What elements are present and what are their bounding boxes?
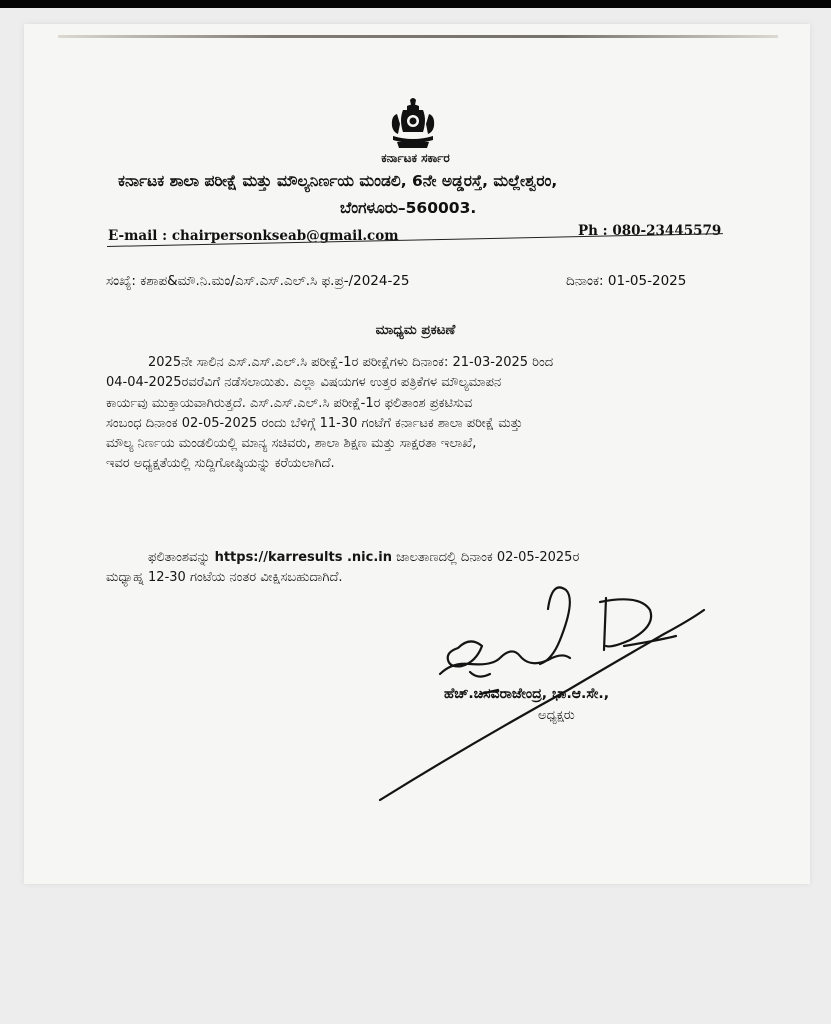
body-line: ಇವರ ಅಧ್ಯಕ್ಷತೆಯಲ್ಲಿ ಸುದ್ದಿಗೋಷ್ಠಿಯನ್ನು ಕರೆಯಲಾಗಿದೆ. bbox=[106, 456, 335, 472]
body-line: ಸಂಬಂಧ ದಿನಾಂಕ 02-05-2025 ರಂದು ಬೆಳಿಗ್ಗೆ 11-30 ಗಂಟೆಗೆ ಕರ್ನಾಟಕ ಶಾಲಾ ಪರೀಕ್ಷೆ ಮತ್ತು bbox=[106, 415, 523, 431]
results-prefix: ಫಲಿತಾಂಶವನ್ನು bbox=[148, 550, 215, 565]
government-title: ಕರ್ನಾಟಕ ಸರ್ಕಾರ bbox=[381, 151, 450, 165]
reference-date: ದಿನಾಂಕ: 01-05-2025 bbox=[566, 273, 687, 289]
state-emblem-icon bbox=[383, 96, 443, 152]
top-black-bar bbox=[0, 0, 831, 8]
reference-number: ಸಂಖ್ಯೆ: ಕಶಾಪ&ಮೌ.ನಿ.ಮಂ/ಎಸ್.ಎಸ್.ಎಲ್.ಸಿ ಫ.ಪ್ರ-/2024-25 bbox=[106, 273, 410, 289]
email-address: E-mail : chairpersonkseab@gmail.com bbox=[108, 228, 399, 244]
body-line: ಕಾರ್ಯವು ಮುಕ್ತಾಯವಾಗಿರುತ್ತದೆ. ಎಸ್.ಎಸ್.ಎಲ್.ಸಿ ಪರೀಕ್ಷೆ-1ರ ಫಲಿತಾಂಶ ಪ್ರಕಟಿಸುವ bbox=[106, 395, 473, 411]
body-line bbox=[106, 548, 728, 568]
body-paragraph-1 bbox=[106, 353, 728, 475]
body-line: ಮಧ್ಯಾಹ್ನ 12-30 ಗಂಟೆಯ ನಂತರ ವೀಕ್ಷಿಸಬಹುದಾಗಿದೆ. bbox=[106, 570, 343, 586]
board-name: ಕರ್ನಾಟಕ ಶಾಲಾ ಪರೀಕ್ಷೆ ಮತ್ತು ಮೌಲ್ಯನಿರ್ಣಯ ಮಂಡಲಿ, 6ನೇ ಅಡ್ಡರಸ್ತೆ, ಮಲ್ಲೇಶ್ವರಂ, bbox=[118, 172, 558, 190]
body-line: 2025ನೇ ಸಾಲಿನ ಎಸ್.ಎಸ್.ಎಲ್.ಸಿ ಪರೀಕ್ಷೆ-1ರ ಪರೀಕ್ಷೆಗಳು ದಿನಾಂಕ: 21-03-2025 ರಿಂದ bbox=[148, 355, 554, 370]
phone-number: Ph : 080-23445579 bbox=[578, 223, 722, 239]
board-city: ಬೆಂಗಳೂರು–560003. bbox=[340, 199, 477, 217]
signatory-designation: ಅಧ್ಯಕ್ಷರು bbox=[538, 708, 575, 723]
results-website-link[interactable]: https://karresults .nic.in bbox=[214, 550, 392, 565]
paper-fold-shadow bbox=[58, 35, 778, 38]
signatory-name: ಹೆಚ್.ಬಸವರಾಜೇಂದ್ರ, ಭಾ.ಆ.ಸೇ., bbox=[444, 686, 610, 702]
press-release-heading: ಮಾಧ್ಯಮ ಪ್ರಕಟಣೆ bbox=[375, 322, 456, 338]
results-suffix: ಜಾಲತಾಣದಲ್ಲಿ ದಿನಾಂಕ 02-05-2025ರ bbox=[392, 550, 580, 565]
body-line: 04-04-2025ರವರೆವಿಗೆ ನಡೆಸಲಾಯಿತು. ಎಲ್ಲಾ ವಿಷಯಗಳ ಉತ್ತರ ಪತ್ರಿಕೆಗಳ ಮೌಲ್ಯಮಾಪನ bbox=[106, 375, 502, 391]
body-line: ಮೌಲ್ಯ ನಿರ್ಣಯ ಮಂಡಲಿಯಲ್ಲಿ ಮಾನ್ಯ ಸಚಿವರು, ಶಾಲಾ ಶಿಕ್ಷಣ ಮತ್ತು ಸಾಕ್ಷರತಾ ಇಲಾಖೆ, bbox=[106, 436, 477, 452]
body-paragraph-2 bbox=[106, 548, 728, 589]
